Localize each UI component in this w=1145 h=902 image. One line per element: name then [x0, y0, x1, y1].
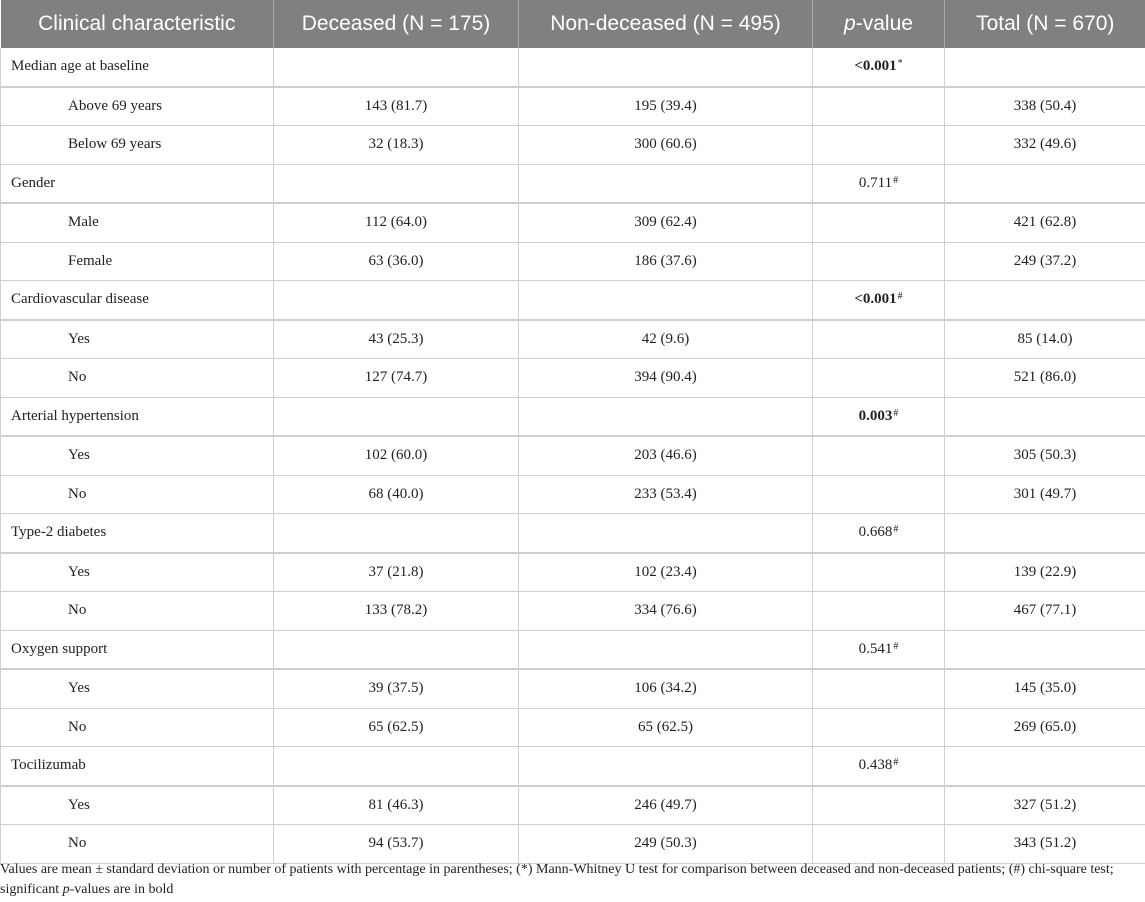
row-label: No [1, 359, 274, 398]
p-value-text: <0.001 [854, 58, 897, 75]
p-value-test-marker: # [893, 407, 899, 419]
row-label: Male [1, 203, 274, 242]
cell-total: 305 (50.3) [945, 436, 1145, 475]
cell-p-value [813, 514, 945, 553]
header-p-value [813, 0, 945, 48]
table-row [1, 592, 1145, 631]
header-non-deceased: Non-deceased (N = 495) [519, 0, 813, 48]
cell-deceased [274, 514, 519, 553]
row-label: Median age at baseline [1, 48, 274, 87]
table-body [1, 48, 1145, 863]
cell-non-deceased [519, 514, 813, 553]
cell-p-value [813, 359, 945, 398]
cell-non-deceased: 300 (60.6) [519, 126, 813, 165]
table-row [1, 708, 1145, 747]
cell-total: 467 (77.1) [945, 592, 1145, 631]
p-value-text: 0.668 [858, 524, 893, 541]
header-row [1, 0, 1145, 48]
cell-p-value [813, 592, 945, 631]
table-row [1, 553, 1145, 592]
table-group-row [1, 281, 1145, 320]
cell-total: 421 (62.8) [945, 203, 1145, 242]
p-value-text: 0.541 [858, 640, 893, 657]
cell-deceased: 65 (62.5) [274, 708, 519, 747]
table-row [1, 669, 1145, 708]
p-value-text: 0.711 [858, 174, 893, 191]
cell-deceased: 43 (25.3) [274, 320, 519, 359]
table-group-row [1, 48, 1145, 87]
cell-total: 338 (50.4) [945, 87, 1145, 126]
cell-p-value [813, 164, 945, 203]
cell-p-value [813, 786, 945, 825]
cell-total [945, 747, 1145, 786]
header-total: Total (N = 670) [945, 0, 1145, 48]
cell-non-deceased [519, 397, 813, 436]
row-label: No [1, 825, 274, 864]
cell-p-value [813, 553, 945, 592]
cell-deceased: 81 (46.3) [274, 786, 519, 825]
cell-non-deceased: 106 (34.2) [519, 669, 813, 708]
cell-deceased [274, 48, 519, 87]
cell-p-value [813, 87, 945, 126]
cell-p-value [813, 48, 945, 87]
header-p-italic: p [844, 12, 856, 35]
footnote-text-1: Values are mean ± standard deviation or number of patients with percentage in parentheses; (*) Mann-Whitney U test for comparison between deceased and non-deceased patients; (#) chi-square test; significant [0, 862, 1114, 897]
cell-deceased: 63 (36.0) [274, 242, 519, 281]
cell-deceased: 133 (78.2) [274, 592, 519, 631]
cell-deceased [274, 630, 519, 669]
cell-p-value [813, 126, 945, 165]
cell-total [945, 281, 1145, 320]
cell-p-value [813, 436, 945, 475]
cell-non-deceased: 233 (53.4) [519, 475, 813, 514]
cell-non-deceased: 249 (50.3) [519, 825, 813, 864]
cell-total: 85 (14.0) [945, 320, 1145, 359]
cell-non-deceased [519, 747, 813, 786]
cell-deceased [274, 164, 519, 203]
cell-non-deceased [519, 164, 813, 203]
cell-non-deceased [519, 48, 813, 87]
table-row [1, 242, 1145, 281]
cell-p-value [813, 475, 945, 514]
cell-deceased: 32 (18.3) [274, 126, 519, 165]
cell-non-deceased: 42 (9.6) [519, 320, 813, 359]
cell-total [945, 630, 1145, 669]
p-value-test-marker: * [897, 58, 903, 70]
cell-deceased: 39 (37.5) [274, 669, 519, 708]
cell-total [945, 397, 1145, 436]
cell-p-value [813, 242, 945, 281]
p-value-test-marker: # [893, 640, 899, 652]
table-row [1, 825, 1145, 864]
table-row [1, 126, 1145, 165]
row-label: Cardiovascular disease [1, 281, 274, 320]
cell-non-deceased: 394 (90.4) [519, 359, 813, 398]
row-label: Yes [1, 786, 274, 825]
cell-total: 327 (51.2) [945, 786, 1145, 825]
cell-p-value [813, 630, 945, 669]
row-label: Oxygen support [1, 630, 274, 669]
p-value-test-marker: # [893, 757, 899, 769]
p-value-test-marker: # [893, 524, 899, 536]
cell-p-value [813, 320, 945, 359]
table-row [1, 786, 1145, 825]
footnote-p-italic: p [62, 882, 70, 897]
cell-non-deceased: 203 (46.6) [519, 436, 813, 475]
cell-p-value [813, 203, 945, 242]
cell-total: 521 (86.0) [945, 359, 1145, 398]
cell-deceased [274, 747, 519, 786]
row-label: Yes [1, 436, 274, 475]
cell-p-value [813, 747, 945, 786]
row-label: Yes [1, 320, 274, 359]
cell-deceased: 37 (21.8) [274, 553, 519, 592]
cell-total: 269 (65.0) [945, 708, 1145, 747]
row-label: Below 69 years [1, 126, 274, 165]
table-group-row [1, 747, 1145, 786]
cell-total: 145 (35.0) [945, 669, 1145, 708]
cell-deceased: 143 (81.7) [274, 87, 519, 126]
cell-deceased: 127 (74.7) [274, 359, 519, 398]
table-group-row [1, 514, 1145, 553]
table-group-row [1, 164, 1145, 203]
cell-non-deceased: 186 (37.6) [519, 242, 813, 281]
cell-p-value [813, 281, 945, 320]
p-value-text: <0.001 [854, 291, 897, 308]
header-clinical-characteristic: Clinical characteristic [1, 0, 274, 48]
cell-total: 249 (37.2) [945, 242, 1145, 281]
cell-p-value [813, 708, 945, 747]
cell-non-deceased [519, 630, 813, 669]
cell-p-value [813, 397, 945, 436]
cell-total [945, 48, 1145, 87]
p-value-test-marker: # [897, 291, 903, 303]
row-label: No [1, 708, 274, 747]
cell-deceased [274, 397, 519, 436]
row-label: Yes [1, 669, 274, 708]
row-label: Female [1, 242, 274, 281]
table-footnote [0, 860, 1130, 900]
cell-p-value [813, 669, 945, 708]
header-p-rest: -value [855, 12, 913, 35]
cell-non-deceased: 102 (23.4) [519, 553, 813, 592]
row-label: Gender [1, 164, 274, 203]
cell-non-deceased: 65 (62.5) [519, 708, 813, 747]
p-value-text: 0.438 [858, 757, 893, 774]
row-label: No [1, 592, 274, 631]
table-row [1, 320, 1145, 359]
table-row [1, 436, 1145, 475]
p-value-test-marker: # [893, 174, 899, 186]
table-row [1, 359, 1145, 398]
cell-deceased: 94 (53.7) [274, 825, 519, 864]
cell-non-deceased: 334 (76.6) [519, 592, 813, 631]
cell-p-value [813, 825, 945, 864]
table-row [1, 203, 1145, 242]
row-label: Tocilizumab [1, 747, 274, 786]
footnote-text-2: -values are in bold [69, 882, 174, 897]
table-row [1, 87, 1145, 126]
cell-total [945, 514, 1145, 553]
table-group-row [1, 397, 1145, 436]
cell-deceased: 102 (60.0) [274, 436, 519, 475]
cell-total [945, 164, 1145, 203]
cell-total: 139 (22.9) [945, 553, 1145, 592]
row-label: Yes [1, 553, 274, 592]
row-label: Type-2 diabetes [1, 514, 274, 553]
cell-total: 332 (49.6) [945, 126, 1145, 165]
row-label: Above 69 years [1, 87, 274, 126]
cell-non-deceased: 195 (39.4) [519, 87, 813, 126]
cell-deceased: 112 (64.0) [274, 203, 519, 242]
row-label: No [1, 475, 274, 514]
p-value-text: 0.003 [858, 407, 893, 424]
cell-total: 301 (49.7) [945, 475, 1145, 514]
table-group-row [1, 630, 1145, 669]
cell-deceased [274, 281, 519, 320]
cell-deceased: 68 (40.0) [274, 475, 519, 514]
header-deceased: Deceased (N = 175) [274, 0, 519, 48]
cell-non-deceased: 309 (62.4) [519, 203, 813, 242]
table-row [1, 475, 1145, 514]
row-label: Arterial hypertension [1, 397, 274, 436]
table-header [1, 0, 1145, 48]
cell-non-deceased [519, 281, 813, 320]
cell-non-deceased: 246 (49.7) [519, 786, 813, 825]
cell-total: 343 (51.2) [945, 825, 1145, 864]
